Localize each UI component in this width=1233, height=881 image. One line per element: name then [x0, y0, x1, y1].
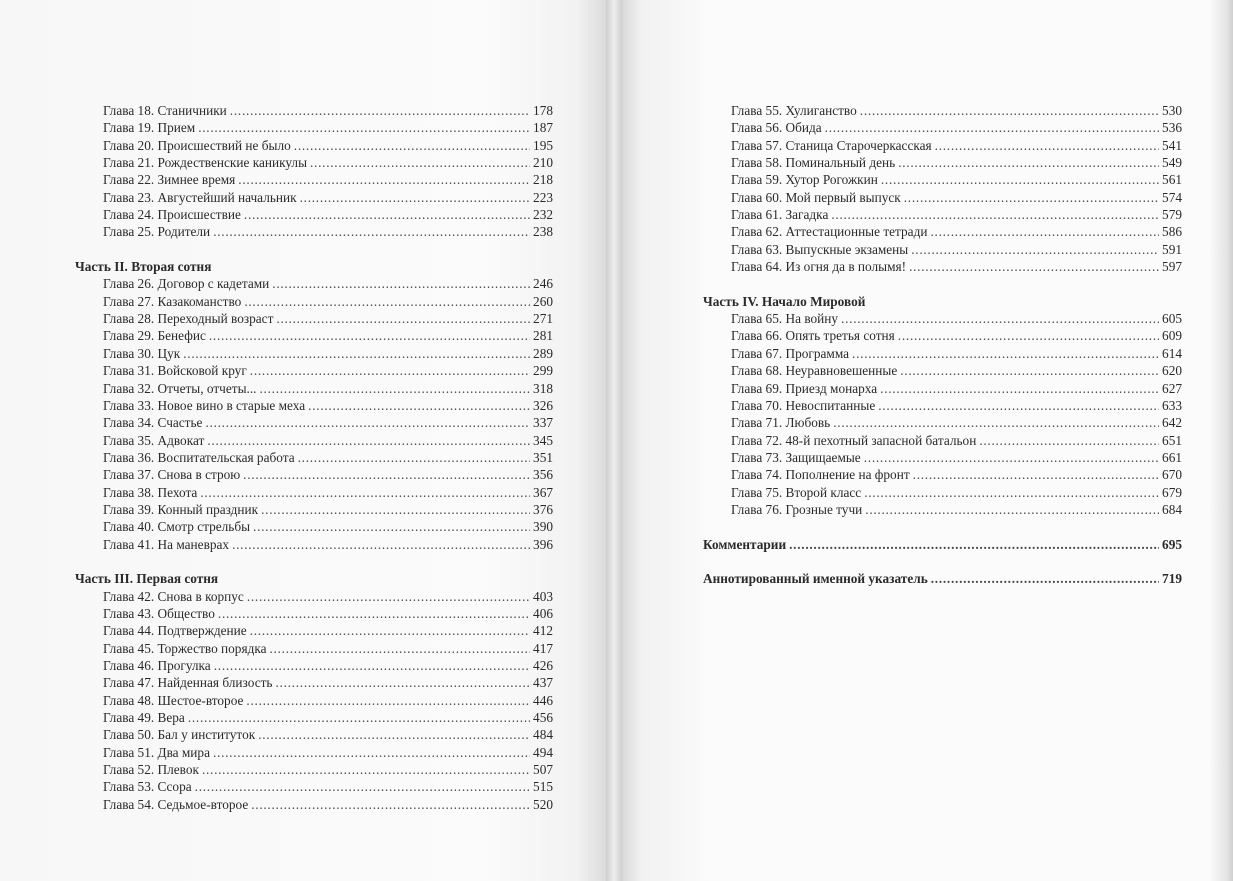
- page-number: 367: [533, 484, 553, 500]
- toc-chapter-entry: [703, 310, 1182, 327]
- toc-chapter-entry: [75, 605, 553, 622]
- page-number: 238: [533, 224, 553, 240]
- page-number: 586: [1162, 224, 1182, 240]
- toc-chapter-entry: [75, 588, 553, 605]
- page-number: 187: [533, 120, 553, 136]
- dot-leader: [244, 206, 530, 223]
- toc-chapter-entry: [703, 189, 1182, 206]
- toc-chapter-entry: [75, 466, 553, 483]
- toc-chapter-entry: [75, 622, 553, 639]
- dot-leader: [214, 657, 530, 674]
- entry-title: Глава 44. Подтверждение: [103, 623, 247, 639]
- dot-leader: [310, 154, 530, 171]
- toc-chapter-entry: [703, 449, 1182, 466]
- entry-title: Глава 46. Прогулка: [103, 658, 211, 673]
- dot-leader: [195, 778, 530, 795]
- page-number: 356: [533, 467, 553, 483]
- toc-chapter-entry: [75, 484, 553, 501]
- toc-chapter-entry: [75, 189, 553, 206]
- entry-title: Глава 42. Снова в корпус: [103, 588, 244, 604]
- dot-leader: [900, 362, 1159, 379]
- page-number: 417: [533, 640, 553, 656]
- dot-leader: [232, 536, 530, 553]
- dot-leader: [200, 484, 530, 501]
- dot-leader: [789, 536, 1159, 553]
- entry-title: Глава 69. Приезд монарха: [731, 380, 878, 396]
- page-number: 345: [533, 432, 553, 448]
- left-page: [0, 0, 606, 881]
- toc-chapter-entry: [75, 761, 553, 778]
- page-number: 541: [1162, 137, 1182, 153]
- dot-leader: [298, 449, 530, 466]
- toc-chapter-entry: [75, 692, 553, 709]
- entry-title: Глава 38. Пехота: [103, 484, 198, 500]
- toc-chapter-entry: [75, 501, 553, 518]
- dot-leader: [911, 241, 1159, 258]
- page-number: 605: [1162, 311, 1182, 327]
- dot-leader: [852, 345, 1159, 362]
- dot-leader: [931, 570, 1159, 587]
- right-page: [622, 0, 1233, 881]
- dot-leader: [308, 397, 530, 414]
- page-number: 289: [533, 345, 553, 361]
- page-number: 403: [533, 588, 553, 604]
- toc-chapter-entry: [75, 796, 553, 813]
- dot-leader: [881, 171, 1159, 188]
- dot-leader: [183, 345, 530, 362]
- page-number: 684: [1162, 501, 1182, 517]
- dot-leader: [202, 761, 530, 778]
- entry-title: Глава 51. Два мира: [103, 744, 210, 760]
- dot-leader: [250, 622, 530, 639]
- entry-title: Часть IV. Начало Мировой: [703, 293, 866, 309]
- page-number: 561: [1162, 172, 1182, 188]
- entry-title: Глава 76. Грозные тучи: [731, 501, 863, 517]
- toc-chapter-entry: [703, 241, 1182, 258]
- toc-chapter-entry: [75, 744, 553, 761]
- page-number: 642: [1162, 415, 1182, 431]
- page-number: 520: [533, 796, 553, 812]
- toc-list-right: [703, 102, 1182, 588]
- toc-chapter-entry: [75, 102, 553, 119]
- toc-chapter-entry: [703, 380, 1182, 397]
- page-number: 579: [1162, 207, 1182, 223]
- toc-chapter-entry: [75, 518, 553, 535]
- toc-chapter-entry: [75, 275, 553, 292]
- page-number: 597: [1162, 259, 1182, 275]
- page-number: 376: [533, 501, 553, 517]
- dot-leader: [300, 189, 530, 206]
- entry-title: Глава 33. Новое вино в старые меха: [103, 397, 306, 413]
- page-number: 351: [533, 449, 553, 465]
- dot-leader: [294, 137, 530, 154]
- entry-title: Глава 54. Седьмое-второе: [103, 796, 249, 812]
- toc-chapter-entry: [703, 484, 1182, 501]
- dot-leader: [253, 518, 530, 535]
- entry-title: Глава 65. На войну: [731, 311, 839, 327]
- page-number: 299: [533, 363, 553, 379]
- toc-chapter-entry: [75, 726, 553, 743]
- toc-chapter-entry: [703, 397, 1182, 414]
- toc-chapter-entry: [75, 362, 553, 379]
- toc-chapter-entry: [75, 674, 553, 691]
- page-number: 426: [533, 658, 553, 673]
- page-number: 218: [533, 172, 553, 188]
- page-number: 620: [1162, 363, 1182, 379]
- page-number: 494: [533, 744, 553, 760]
- dot-leader: [260, 380, 531, 397]
- entry-title: Глава 35. Адвокат: [103, 432, 205, 448]
- entry-title: Глава 47. Найденная близость: [103, 675, 273, 691]
- entry-title: Глава 75. Второй класс: [731, 484, 862, 500]
- dot-leader: [244, 293, 530, 310]
- toc-chapter-entry: [703, 466, 1182, 483]
- entry-title: Глава 34. Счастье: [103, 415, 203, 431]
- page-number: 670: [1162, 467, 1182, 483]
- page-number: 515: [533, 779, 553, 795]
- toc-chapter-entry: [75, 345, 553, 362]
- dot-leader: [270, 640, 531, 657]
- toc-part-heading: [75, 258, 553, 275]
- dot-leader: [275, 674, 530, 691]
- toc-chapter-entry: [703, 432, 1182, 449]
- page-number: 614: [1162, 345, 1182, 361]
- page-number: 396: [533, 536, 553, 552]
- entry-title: Глава 70. Невоспитанные: [731, 397, 876, 413]
- entry-title: Глава 52. Плевок: [103, 762, 199, 778]
- entry-title: Глава 20. Происшествий не было: [103, 137, 291, 153]
- dot-leader: [898, 327, 1159, 344]
- toc-chapter-entry: [75, 223, 553, 240]
- toc-chapter-entry: [75, 709, 553, 726]
- page-number: 574: [1162, 189, 1182, 205]
- page-number: 484: [533, 727, 553, 743]
- page-number: 695: [1162, 536, 1182, 552]
- entry-title: Глава 62. Аттестационные тетради: [731, 224, 928, 240]
- dot-leader: [904, 189, 1159, 206]
- page-number: 246: [533, 276, 553, 292]
- toc-chapter-entry: [75, 380, 553, 397]
- entry-title: Глава 30. Цук: [103, 345, 181, 361]
- page-number: 536: [1162, 120, 1182, 136]
- dot-leader: [276, 310, 530, 327]
- toc-chapter-entry: [75, 171, 553, 188]
- entry-title: Глава 27. Казакоманство: [103, 293, 242, 309]
- entry-title: Глава 23. Августейший начальник: [103, 189, 297, 205]
- page-number: 271: [533, 311, 553, 327]
- dot-leader: [841, 310, 1159, 327]
- dot-leader: [188, 709, 530, 726]
- dot-leader: [258, 726, 530, 743]
- toc-chapter-entry: [75, 154, 553, 171]
- toc-part-heading: [703, 293, 1182, 310]
- dot-leader: [979, 432, 1159, 449]
- toc-chapter-entry: [703, 501, 1182, 518]
- toc-chapter-entry: [703, 327, 1182, 344]
- entry-title: Глава 29. Бенефис: [103, 328, 206, 344]
- page-number: 232: [533, 207, 553, 223]
- entry-title: Глава 61. Загадка: [731, 207, 829, 223]
- entry-title: Глава 43. Общество: [103, 605, 215, 621]
- dot-leader: [261, 501, 530, 518]
- entry-title: Глава 21. Рождественские каникулы: [103, 155, 307, 171]
- dot-leader: [831, 206, 1159, 223]
- page-number: 679: [1162, 484, 1182, 500]
- entry-title: Глава 39. Конный праздник: [103, 501, 259, 517]
- toc-chapter-entry: [75, 293, 553, 310]
- dot-leader: [864, 484, 1159, 501]
- page-number: 412: [533, 623, 553, 639]
- page-number: 507: [533, 762, 553, 778]
- page-number: 260: [533, 293, 553, 309]
- toc-chapter-entry: [75, 119, 553, 136]
- dot-leader: [238, 171, 530, 188]
- spacer: [703, 518, 1182, 535]
- toc-chapter-entry: [75, 206, 553, 223]
- entry-title: Глава 53. Ссора: [103, 779, 192, 795]
- dot-leader: [833, 414, 1159, 431]
- page-number: 210: [533, 155, 553, 171]
- page-number: 446: [533, 692, 553, 708]
- entry-title: Глава 28. Переходный возраст: [103, 311, 274, 327]
- entry-title: Глава 66. Опять третья сотня: [731, 328, 895, 344]
- entry-title: Глава 22. Зимнее время: [103, 172, 236, 188]
- entry-title: Глава 58. Поминальный день: [731, 155, 896, 171]
- dot-leader: [247, 588, 530, 605]
- toc-chapter-entry: [75, 414, 553, 431]
- dot-leader: [865, 501, 1159, 518]
- toc-chapter-entry: [703, 171, 1182, 188]
- toc-chapter-entry: [703, 206, 1182, 223]
- page-number: 281: [533, 328, 553, 344]
- entry-title: Глава 63. Выпускные экзамены: [731, 241, 909, 257]
- dot-leader: [207, 432, 530, 449]
- dot-leader: [213, 744, 530, 761]
- page-number: 633: [1162, 397, 1182, 413]
- page-number: 195: [533, 137, 553, 153]
- book-gutter: [606, 0, 622, 881]
- entry-title: Глава 49. Вера: [103, 710, 185, 726]
- dot-leader: [898, 154, 1159, 171]
- page-number: 719: [1162, 571, 1182, 587]
- toc-chapter-entry: [75, 640, 553, 657]
- entry-title: Глава 36. Воспитательская работа: [103, 449, 295, 465]
- entry-title: Часть III. Первая сотня: [75, 571, 219, 587]
- dot-leader: [930, 223, 1159, 240]
- page-number: 390: [533, 519, 553, 535]
- dot-leader: [864, 449, 1159, 466]
- entry-title: Глава 31. Войсковой круг: [103, 363, 247, 379]
- entry-title: Глава 26. Договор с кадетами: [103, 276, 270, 292]
- dot-leader: [230, 102, 530, 119]
- dot-leader: [272, 275, 530, 292]
- toc-chapter-entry: [75, 327, 553, 344]
- dot-leader: [213, 223, 530, 240]
- spacer: [75, 241, 553, 258]
- dot-leader: [209, 327, 530, 344]
- toc-chapter-entry: [75, 137, 553, 154]
- page-number: 456: [533, 710, 553, 726]
- entry-title: Глава 24. Происшествие: [103, 207, 241, 223]
- page-number: 661: [1162, 449, 1182, 465]
- toc-section-entry: [703, 536, 1182, 553]
- page-number: 337: [533, 415, 553, 431]
- spacer: [75, 553, 553, 570]
- toc-chapter-entry: [703, 362, 1182, 379]
- toc-chapter-entry: [75, 657, 553, 674]
- entry-title: Часть II. Вторая сотня: [75, 259, 212, 275]
- entry-title: Аннотированный именной указатель: [703, 571, 928, 587]
- entry-title: Глава 37. Снова в строю: [103, 467, 241, 483]
- dot-leader: [909, 258, 1159, 275]
- toc-list-left: [75, 102, 553, 813]
- entry-title: Глава 71. Любовь: [731, 415, 831, 431]
- page-number: 223: [533, 189, 553, 205]
- entry-title: Глава 50. Бал у институток: [103, 727, 256, 743]
- entry-title: Глава 32. Отчеты, отчеты...: [103, 380, 257, 396]
- page-number: 318: [533, 380, 553, 396]
- entry-title: Глава 73. Защищаемые: [731, 449, 861, 465]
- toc-chapter-entry: [75, 397, 553, 414]
- dot-leader: [218, 605, 530, 622]
- page-number: 178: [533, 103, 553, 118]
- dot-leader: [825, 119, 1159, 136]
- page-number: 326: [533, 397, 553, 413]
- dot-leader: [913, 466, 1159, 483]
- toc-chapter-entry: [703, 102, 1182, 119]
- toc-chapter-entry: [75, 310, 553, 327]
- entry-title: Глава 72. 48-й пехотный запасной батальон: [731, 432, 977, 448]
- entry-title: Комментарии: [703, 536, 787, 552]
- dot-leader: [880, 380, 1159, 397]
- entry-title: Глава 60. Мой первый выпуск: [731, 189, 901, 205]
- dot-leader: [251, 796, 530, 813]
- toc-chapter-entry: [75, 449, 553, 466]
- toc-section-entry: [703, 570, 1182, 587]
- toc-chapter-entry: [75, 778, 553, 795]
- entry-title: Глава 57. Станица Старочеркасская: [731, 137, 932, 153]
- toc-chapter-entry: [703, 119, 1182, 136]
- dot-leader: [205, 414, 530, 431]
- toc-chapter-entry: [703, 414, 1182, 431]
- entry-title: Глава 55. Хулиганство: [731, 103, 857, 118]
- entry-title: Глава 74. Пополнение на фронт: [731, 467, 910, 483]
- page-number: 549: [1162, 155, 1182, 171]
- entry-title: Глава 68. Неуравновешенные: [731, 363, 898, 379]
- dot-leader: [860, 102, 1159, 119]
- entry-title: Глава 18. Станичники: [103, 103, 227, 118]
- entry-title: Глава 41. На маневрах: [103, 536, 230, 552]
- dot-leader: [243, 466, 530, 483]
- page-number: 627: [1162, 380, 1182, 396]
- dot-leader: [935, 137, 1159, 154]
- toc-chapter-entry: [75, 432, 553, 449]
- entry-title: Глава 45. Торжество порядка: [103, 640, 267, 656]
- entry-title: Глава 64. Из огня да в полымя!: [731, 259, 907, 275]
- dot-leader: [198, 119, 530, 136]
- dot-leader: [878, 397, 1159, 414]
- page-number: 530: [1162, 103, 1182, 118]
- entry-title: Глава 40. Смотр стрельбы: [103, 519, 251, 535]
- dot-leader: [250, 362, 530, 379]
- entry-title: Глава 19. Прием: [103, 120, 196, 136]
- page-number: 437: [533, 675, 553, 691]
- dot-leader: [246, 692, 530, 709]
- entry-title: Глава 56. Обида: [731, 120, 822, 136]
- toc-chapter-entry: [703, 223, 1182, 240]
- toc-chapter-entry: [703, 154, 1182, 171]
- page-number: 406: [533, 605, 553, 621]
- toc-part-heading: [75, 570, 553, 587]
- toc-chapter-entry: [703, 345, 1182, 362]
- page-number: 591: [1162, 241, 1182, 257]
- page-number: 651: [1162, 432, 1182, 448]
- page-number: 609: [1162, 328, 1182, 344]
- entry-title: Глава 25. Родители: [103, 224, 211, 240]
- spacer: [703, 553, 1182, 570]
- toc-chapter-entry: [703, 137, 1182, 154]
- spacer: [703, 275, 1182, 292]
- entry-title: Глава 48. Шестое-второе: [103, 692, 244, 708]
- entry-title: Глава 59. Хутор Рогожкин: [731, 172, 878, 188]
- entry-title: Глава 67. Программа: [731, 345, 850, 361]
- toc-chapter-entry: [75, 536, 553, 553]
- toc-chapter-entry: [703, 258, 1182, 275]
